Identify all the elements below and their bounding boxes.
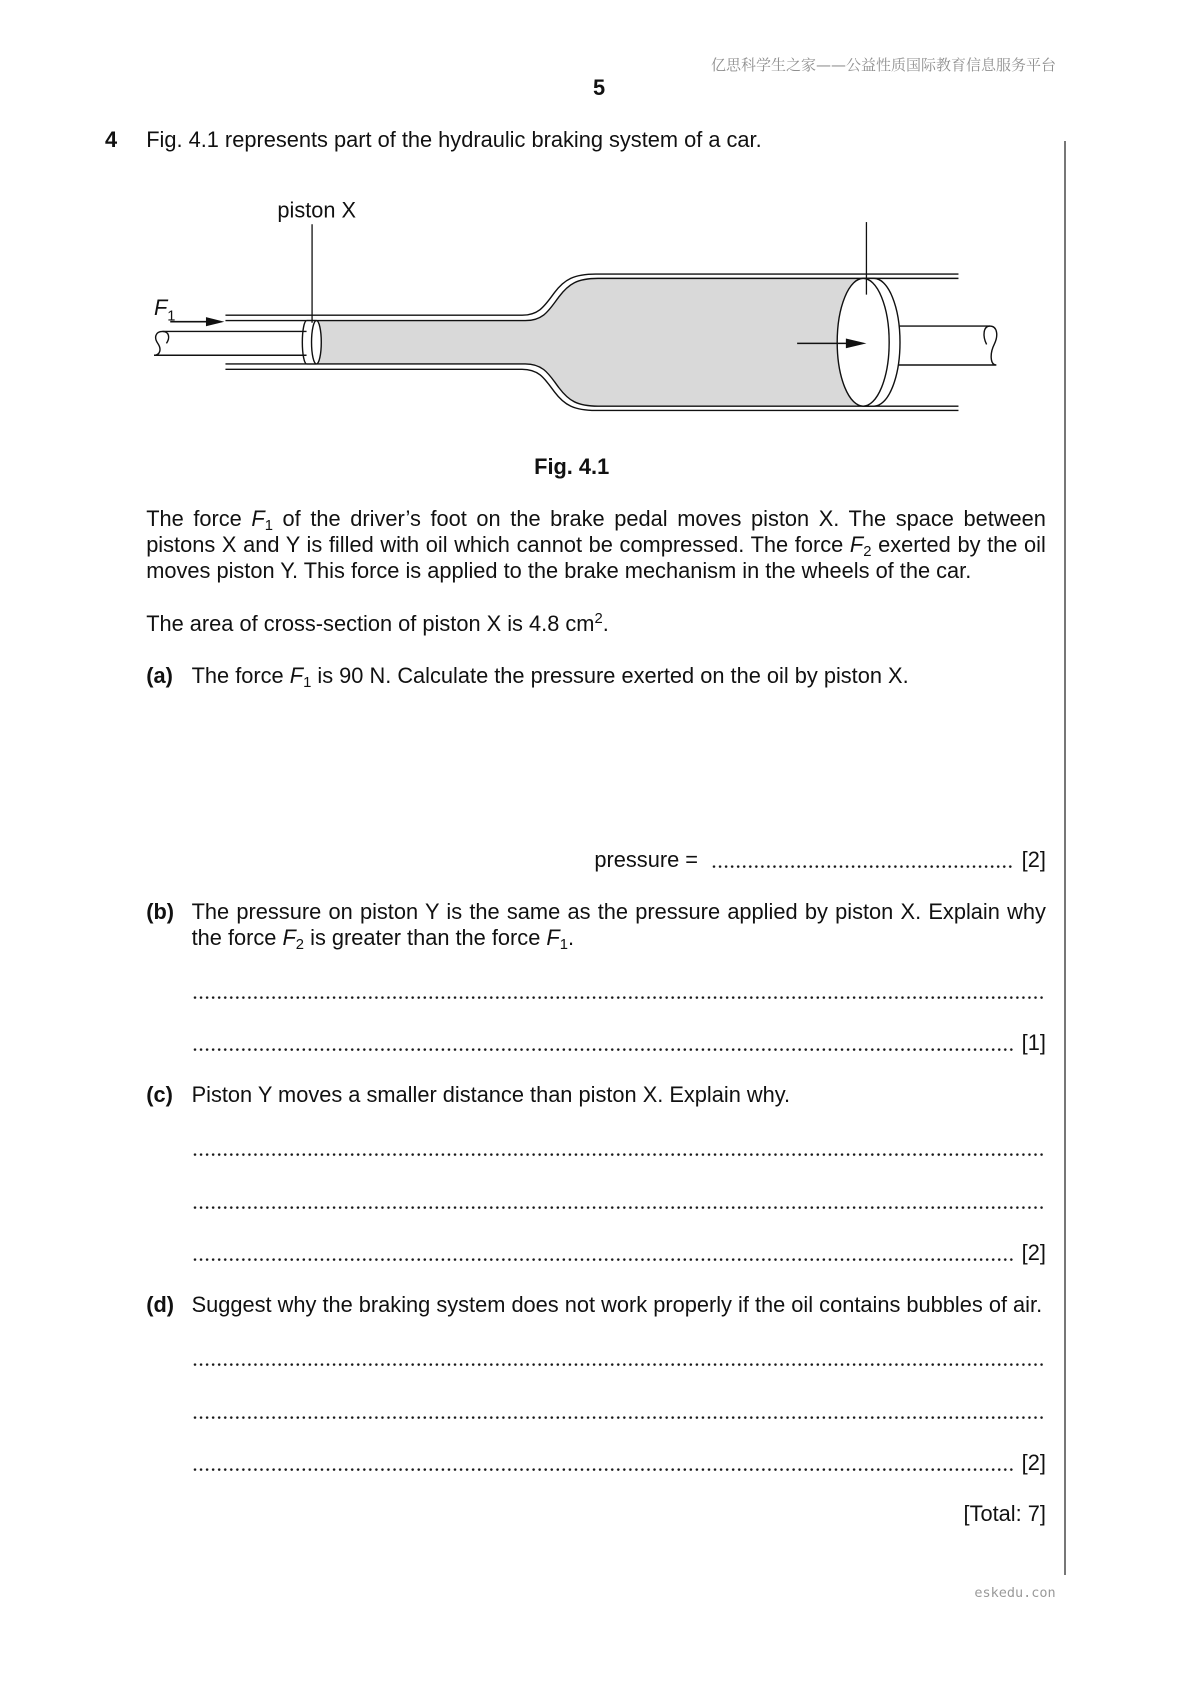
question-number: 4 (105, 126, 118, 152)
answer-dots (192, 1135, 1043, 1161)
answer-line-c-3 (192, 1240, 1046, 1266)
answer-line-d-3 (192, 1450, 1046, 1476)
piston-y-front-face (837, 278, 889, 406)
pressure-answer-line (594, 847, 1046, 873)
answer-line-c-2 (192, 1188, 1043, 1214)
part-c-marks: [2] (1021, 1239, 1046, 1265)
part-d-label: (d) (146, 1291, 175, 1317)
force-f1-symbol: F (153, 295, 168, 321)
part-c-label: (c) (146, 1081, 173, 1107)
part-a-text (191, 662, 909, 692)
answer-dots (192, 1398, 1043, 1424)
description-line-1-end: of the driver’s foot on the brake pedal moves piston X. The space between (272, 505, 1046, 531)
part-d-marks: [2] (1021, 1449, 1046, 1475)
margin-rule (1064, 141, 1065, 1576)
figure-caption: Fig. 4.1 (534, 453, 610, 479)
force-f1-label (154, 295, 175, 324)
area-unit-superscript: 2 (594, 611, 603, 628)
description-paragraph (146, 506, 1046, 584)
footer-site: eskedu.con (974, 1585, 1056, 1601)
part-b-line-2-a: the force (191, 924, 283, 950)
area-statement (146, 611, 609, 637)
part-b-line-1: The pressure on piston Y is the same as the pressure applied by piston X. Explain why (191, 898, 1046, 924)
answer-line-c-1 (192, 1135, 1043, 1161)
part-b-line-2-b: is greater than the force (304, 924, 547, 950)
part-d-text: Suggest why the braking system does not work properly if the oil contains bubbles of air. (191, 1291, 1043, 1317)
page-number: 5 (592, 74, 606, 100)
part-b-marks: [1] (1021, 1029, 1046, 1055)
answer-dots (192, 1450, 1013, 1476)
description-line-3: moves piston Y. This force is applied to the brake mechanism in the wheels of the car. (146, 557, 972, 583)
part-c-text: Piston Y moves a smaller distance than piston X. Explain why. (191, 1081, 791, 1107)
pressure-answer-dots (711, 847, 1013, 873)
answer-dots (192, 1240, 1013, 1266)
force-f1-arrow (170, 317, 224, 326)
answer-dots (192, 1030, 1013, 1056)
pressure-answer-label: pressure = (594, 846, 698, 872)
part-b-line-2-c: . (567, 924, 575, 950)
force-f1-arrow-head (206, 317, 224, 326)
force-subscript-1: 1 (264, 518, 273, 535)
part-a-text-start: The force (191, 662, 290, 688)
oil-region (316, 278, 863, 406)
part-a-force-subscript: 1 (303, 675, 312, 692)
answer-line-b-2 (192, 1030, 1046, 1056)
answer-dots (192, 1188, 1043, 1214)
part-a-force-symbol: F (289, 662, 304, 688)
answer-dots (192, 1345, 1043, 1371)
part-b-label: (b) (146, 898, 175, 924)
hydraulic-brake-diagram (141, 195, 1007, 422)
answer-dots (192, 978, 1043, 1004)
answer-line-b-1 (192, 978, 1043, 1004)
piston-x-front-face (311, 320, 321, 363)
part-b-force-symbol-f1: F (546, 924, 560, 950)
question-intro: Fig. 4.1 represents part of the hydraulic braking system of a car. (146, 126, 762, 152)
area-statement-text: The area of cross-section of piston X is 4.8 cm (146, 610, 595, 636)
part-a-text-end: is 90 N. Calculate the pressure exerted on the oil by piston X. (311, 662, 909, 688)
answer-line-d-2 (192, 1398, 1043, 1424)
input-rod (154, 331, 307, 355)
part-b-line-2 (191, 924, 575, 954)
description-line-2-end: exerted by the oil (871, 531, 1046, 557)
piston-x-label: piston X (277, 197, 356, 223)
part-b-force-symbol-f2: F (282, 924, 296, 950)
answer-line-d-1 (192, 1345, 1043, 1371)
part-b-force-subscript-2: 2 (295, 937, 305, 954)
part-a-label: (a) (146, 662, 173, 688)
input-rod-body (154, 331, 307, 355)
force-symbol-f2: F (849, 531, 864, 557)
header-site-name: 亿思科学生之家——公益性质国际教育信息服务平台 (710, 56, 1056, 74)
part-b-force-subscript-1: 1 (559, 937, 568, 954)
total-marks: [Total: 7] (963, 1500, 1046, 1526)
description-line-2 (146, 531, 1046, 561)
part-a-marks: [2] (1021, 846, 1046, 872)
description-line-1 (146, 505, 1046, 535)
force-subscript-2: 2 (863, 544, 872, 561)
description-line-2-start: pistons X and Y is filled with oil which cannot be compressed. The force (146, 531, 850, 557)
area-statement-end: . (602, 610, 609, 636)
force-f1-subscript: 1 (167, 308, 176, 325)
description-line-1-start: The force (146, 505, 252, 531)
force-symbol-f1: F (251, 505, 265, 531)
